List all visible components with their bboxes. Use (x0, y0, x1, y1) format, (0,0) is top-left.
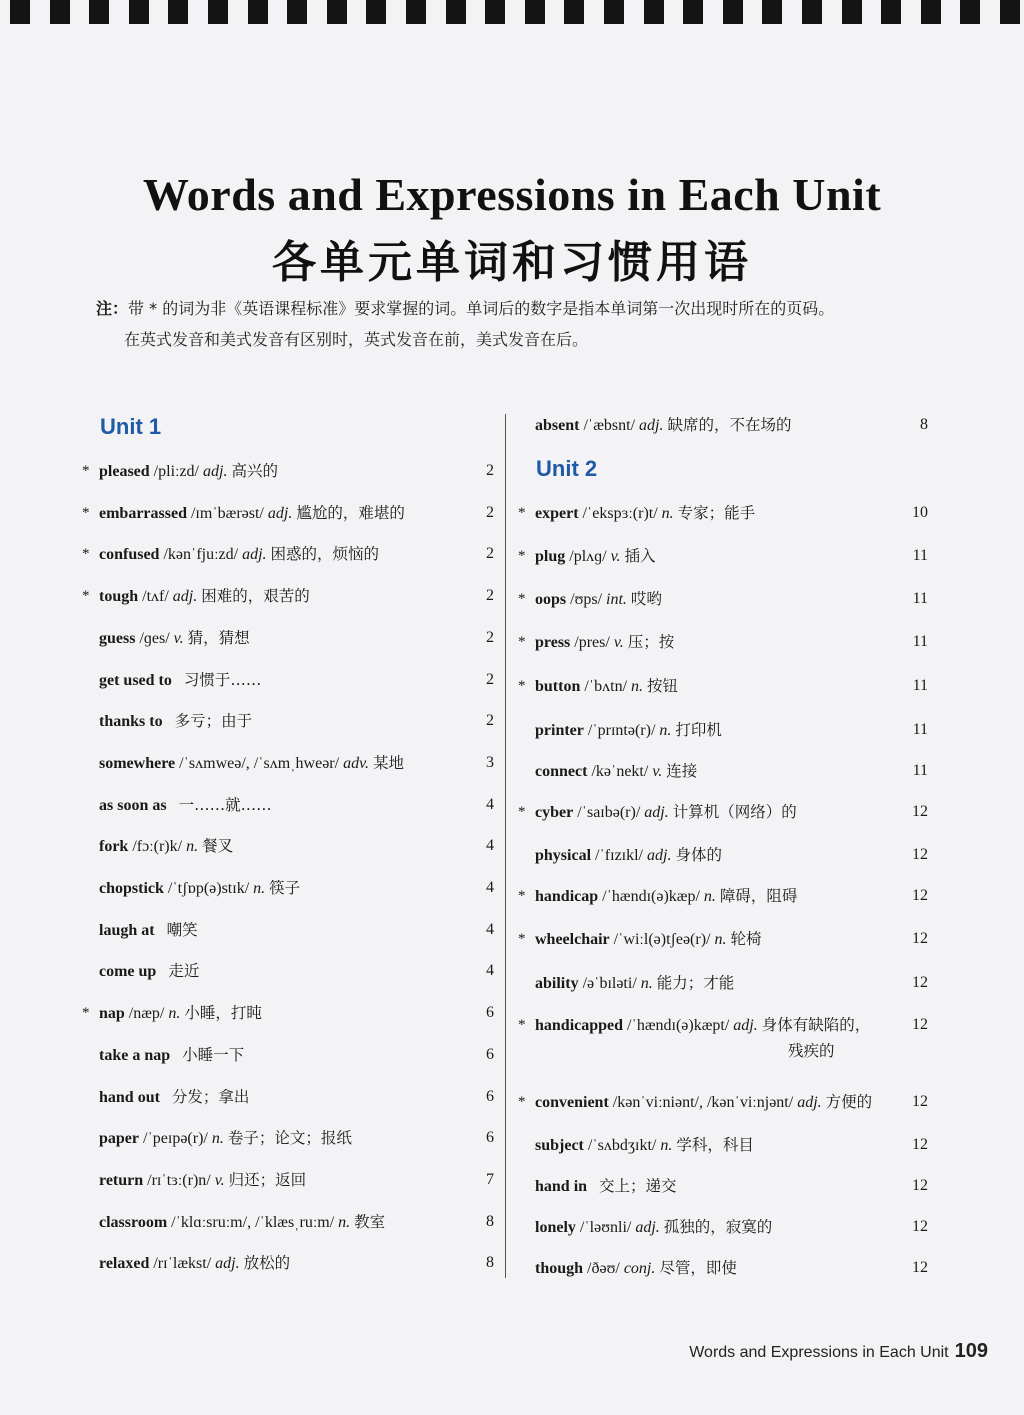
entry-pronunciation: /rɪˈlækst/ (153, 1255, 212, 1273)
entry-part-of-speech: adj. (242, 546, 267, 564)
entry-text (535, 1014, 870, 1037)
binding-mark (683, 0, 703, 24)
entry-pronunciation: /ʊps/ (570, 591, 603, 608)
entry-text (99, 835, 233, 858)
entry-word: as soon as (99, 796, 167, 814)
binding-mark (723, 0, 743, 24)
entry-page-number: 6 (486, 1045, 494, 1063)
entry-page-number: 11 (912, 677, 928, 694)
binding-mark (406, 0, 426, 24)
entry-pronunciation: /tʌf/ (142, 588, 169, 606)
star-marker: * (82, 588, 90, 605)
binding-mark (881, 0, 901, 24)
entry-text (99, 919, 198, 942)
entry-page-number: 2 (486, 628, 494, 646)
star-marker: * (518, 634, 526, 650)
entry-meaning: 压；按 (627, 633, 675, 651)
entry-meaning: 高兴的 (231, 462, 278, 480)
entry-page-number: 2 (486, 712, 494, 730)
entry-page-number: 6 (486, 1004, 494, 1022)
entry-meaning: 哎哟 (630, 590, 662, 608)
entry-word: get used to (99, 671, 172, 689)
entry-meaning: 计算机（网络）的 (672, 803, 797, 821)
entry-pronunciation: /rɪˈtɜː(r)n/ (147, 1171, 211, 1189)
star-marker: * (518, 548, 526, 564)
entry-part-of-speech: n. (640, 975, 653, 992)
entry-page-number: 4 (486, 879, 494, 896)
entry-word: paper (99, 1130, 139, 1148)
entry-meaning: 走近 (168, 962, 200, 981)
entry-meaning: 交上；递交 (599, 1177, 677, 1195)
entry-part-of-speech: n. (168, 1005, 181, 1023)
entry-page-number: 2 (486, 503, 494, 521)
entry-pronunciation: /pliːzd/ (153, 463, 199, 480)
entry-text (99, 752, 404, 775)
star-marker: * (82, 504, 90, 521)
entry-part-of-speech: n. (186, 838, 199, 856)
star-marker: * (518, 931, 526, 947)
entry-word: absent (535, 417, 580, 434)
entry-pronunciation: /næp/ (128, 1005, 165, 1023)
entry-part-of-speech: adj. (267, 504, 293, 522)
entry-pronunciation: /ˈhændɪ(ə)kæpt/ (627, 1017, 730, 1034)
entry-meaning: 轮椅 (730, 930, 762, 948)
entry-text (535, 545, 656, 568)
entry-page-number: 3 (486, 753, 494, 771)
entry-word: though (535, 1260, 584, 1277)
entry-meaning: 按钮 (647, 677, 679, 695)
entry-part-of-speech: adj. (639, 417, 664, 434)
binding-mark (446, 0, 466, 24)
entry-text (99, 1211, 385, 1234)
entry-meaning: 打印机 (675, 721, 722, 739)
entry-pronunciation: /ˈpeɪpə(r)/ (143, 1130, 208, 1148)
entry-part-of-speech: n. (211, 1130, 224, 1148)
entry-text (99, 460, 278, 483)
entry-text (535, 1091, 872, 1114)
entry-part-of-speech: adj. (215, 1255, 240, 1273)
entry-text (99, 585, 310, 608)
entry-page-number: 8 (486, 1254, 494, 1272)
binding-mark (842, 0, 862, 24)
entry-part-of-speech: n. (659, 722, 672, 739)
star-marker: * (82, 546, 90, 563)
entry-word: relaxed (99, 1255, 150, 1273)
entry-meaning: 教室 (354, 1212, 386, 1231)
entry-text (535, 844, 722, 867)
entry-page-number: 12 (912, 1016, 928, 1033)
star-marker: * (518, 888, 526, 904)
entry-pronunciation: /plʌɡ/ (569, 548, 607, 565)
entry-word: expert (535, 505, 579, 522)
entry-part-of-speech: int. (606, 591, 627, 608)
entry-meaning: 嘲笑 (166, 920, 198, 939)
entry-word: handicap (535, 888, 599, 905)
entry-text (99, 1252, 290, 1275)
entry-page-number: 2 (486, 462, 494, 479)
entry-word: connect (535, 763, 588, 780)
entry-word: handicapped (535, 1017, 624, 1034)
entry-page-number: 12 (912, 887, 928, 904)
binding-mark (802, 0, 822, 24)
binding-mark (366, 0, 386, 24)
binding-mark (604, 0, 624, 24)
entry-pronunciation: /ˈekspɜː(r)t/ (582, 505, 658, 522)
entry-meaning: 猜，猜想 (187, 628, 250, 647)
entry-pronunciation: /ˈæbsnt/ (583, 417, 636, 434)
entry-text (99, 1169, 306, 1192)
binding-mark (327, 0, 347, 24)
entry-page-number: 12 (912, 1218, 928, 1235)
entry-word: thanks to (99, 713, 163, 731)
entry-pronunciation: /ˈtʃɒp(ə)stɪk/ (167, 880, 250, 897)
note-text-1: 带 * 的词为非《英语课程标准》要求掌握的词。单词后的数字是指本单词第一次出现时所在的页码。 (128, 299, 835, 318)
footer-title: Words and Expressions in Each Unit (689, 1344, 949, 1361)
page-footer (689, 1340, 988, 1363)
entry-meaning: 一……就…… (178, 795, 272, 814)
entry-text (535, 1134, 754, 1157)
entry-part-of-speech: v. (610, 548, 621, 565)
unit1-heading: Unit 1 (100, 414, 162, 439)
entry-text (535, 928, 762, 951)
entry-meaning: 小睡一下 (182, 1045, 245, 1064)
entry-word: embarrassed (99, 504, 187, 522)
entry-word: printer (535, 722, 584, 739)
entry-page-number: 11 (912, 547, 928, 564)
entry-word: cyber (535, 804, 574, 821)
page-number: 109 (954, 1340, 988, 1362)
binding-mark (525, 0, 545, 24)
binding-mark (287, 0, 307, 24)
star-marker: * (518, 678, 526, 694)
entry-text (535, 719, 722, 742)
entry-text (99, 960, 199, 983)
entry-text (535, 885, 797, 908)
entry-meaning: 身体的 (675, 846, 722, 864)
entry-part-of-speech: n. (631, 678, 644, 695)
entry-meaning: 放松的 (243, 1254, 291, 1273)
entry-page-number: 11 (912, 633, 928, 650)
entry-page-number: 12 (912, 1177, 928, 1194)
entry-text (99, 502, 405, 525)
entry-page-number: 4 (486, 920, 494, 938)
entry-part-of-speech: adj. (203, 463, 228, 480)
entry-text (99, 1086, 249, 1109)
entry-meaning: 习惯于…… (183, 670, 262, 689)
entry-text (535, 1216, 772, 1239)
entry-pronunciation: /ˈprɪntə(r)/ (587, 722, 656, 739)
entry-pronunciation: /ˈhændɪ(ə)kæp/ (602, 888, 700, 905)
entry-page-number: 2 (486, 670, 494, 688)
entry-text (535, 1175, 677, 1198)
entry-pronunciation: /ˈfɪzɪkl/ (595, 847, 643, 864)
entry-meaning: 困难的，艰苦的 (201, 587, 310, 606)
star-marker: * (518, 804, 526, 820)
entry-pronunciation: /ˈbʌtn/ (584, 678, 628, 695)
entry-page-number: 4 (486, 795, 494, 813)
entry-page-number: 12 (912, 846, 928, 863)
entry-word: pleased (99, 463, 150, 480)
entry-part-of-speech: n. (661, 505, 674, 522)
entry-meaning: 专家；能手 (677, 504, 756, 522)
entry-pronunciation: /ˈwiːl(ə)tʃeə(r)/ (613, 931, 711, 948)
entry-pronunciation: /əˈbɪləti/ (582, 975, 637, 992)
entry-page-number: 11 (912, 762, 928, 779)
entry-meaning: 筷子 (269, 879, 301, 897)
entry-word: convenient (535, 1094, 609, 1111)
star-marker: * (82, 463, 90, 479)
star-marker: * (518, 591, 526, 607)
entry-word: somewhere (99, 754, 176, 772)
entry-meaning: 困惑的，烦恼的 (270, 545, 380, 564)
note-line-1 (96, 296, 936, 319)
entry-word: fork (99, 838, 129, 856)
entry-meaning: 归还；返回 (228, 1170, 307, 1189)
entry-pronunciation: /ðəʊ/ (587, 1260, 620, 1277)
entry-word: laugh at (99, 921, 155, 939)
note-line-2: 在英式发音和美式发音有区别时，英式发音在前，美式发音在后。 (124, 330, 589, 349)
entry-word: hand in (535, 1178, 588, 1195)
entry-pronunciation: /kənˈfjuːzd/ (163, 546, 239, 564)
star-marker: * (82, 1005, 90, 1022)
binding-mark (644, 0, 664, 24)
entry-meaning: 方便的 (825, 1093, 873, 1111)
entry-pronunciation: /ˈsʌbdʒɪkt/ (587, 1137, 657, 1154)
entry-word: subject (535, 1137, 584, 1154)
entry-word: come up (99, 963, 157, 981)
entry-part-of-speech: n. (253, 880, 266, 897)
entry-part-of-speech: adj. (644, 804, 669, 821)
entry-text (99, 877, 300, 900)
entry-word: plug (535, 548, 566, 565)
entry-page-number: 6 (486, 1087, 494, 1105)
entry-text (99, 1002, 262, 1025)
entry-meaning: 某地 (373, 753, 405, 772)
binding-mark (10, 0, 30, 24)
entry-text (535, 801, 797, 824)
entry-page-number: 12 (912, 930, 928, 947)
entry-word: hand out (99, 1088, 160, 1106)
entry-pronunciation: /ˈsaɪbə(r)/ (577, 804, 641, 821)
entry-word: take a nap (99, 1046, 171, 1064)
entry-page-number: 8 (486, 1212, 494, 1230)
entry-part-of-speech: v. (173, 629, 184, 647)
entry-meaning: 学科，科目 (676, 1136, 754, 1154)
entry-meaning: 小睡，打盹 (184, 1004, 262, 1023)
entry-text (99, 794, 272, 817)
entry-word: physical (535, 847, 592, 864)
entry-part-of-speech: adv. (343, 754, 369, 772)
entry-page-number: 4 (486, 837, 494, 855)
entry-word: lonely (535, 1219, 576, 1236)
unit2-heading: Unit 2 (536, 456, 598, 481)
binding-mark (1000, 0, 1020, 24)
entry-meaning: 尽管，即使 (659, 1259, 737, 1277)
entry-text (535, 631, 674, 654)
page-title-chinese: 各单元单词和习惯用语 (272, 237, 752, 288)
entry-pronunciation: /ˈklɑːsruːm/, /ˈklæsˌruːm/ (171, 1213, 335, 1231)
entry-meaning: 分发；拿出 (171, 1087, 250, 1106)
entry-text (99, 710, 252, 733)
entry-part-of-speech: n. (714, 931, 727, 948)
entry-pronunciation: /ɪmˈbærəst/ (190, 504, 264, 522)
entry-text (99, 1127, 352, 1150)
entry-page-number: 4 (486, 962, 494, 980)
entry-part-of-speech: adj. (733, 1017, 758, 1034)
entry-part-of-speech: n. (660, 1137, 673, 1154)
entry-page-number: 2 (486, 545, 494, 563)
entry-page-number: 12 (912, 1259, 928, 1276)
entry-meaning: 卷子；论文；报纸 (227, 1129, 352, 1148)
binding-mark (208, 0, 228, 24)
entry-meaning-continued: 残疾的 (788, 1042, 835, 1060)
entry-text (99, 1044, 244, 1067)
entry-page-number: 8 (920, 416, 928, 433)
entry-text (535, 1257, 737, 1280)
star-marker: * (518, 1094, 526, 1110)
binding-mark (89, 0, 109, 24)
entry-part-of-speech: v. (652, 763, 663, 780)
entry-text (535, 760, 697, 783)
entry-part-of-speech: adj. (635, 1219, 660, 1236)
star-marker: * (518, 1017, 526, 1033)
entry-word: ability (535, 975, 579, 992)
entry-text (535, 588, 662, 611)
entry-pronunciation: /kəˈnekt/ (591, 763, 649, 780)
entry-text (99, 669, 261, 692)
entry-part-of-speech: v. (214, 1171, 225, 1189)
entry-meaning: 能力；才能 (656, 974, 735, 992)
entry-page-number: 12 (912, 974, 928, 991)
entry-word: return (99, 1171, 144, 1189)
entry-meaning: 餐叉 (202, 837, 234, 856)
entry-meaning: 缺席的，不在场的 (667, 416, 792, 434)
entry-text (99, 543, 379, 566)
entry-pronunciation: /ˈsʌmweə/, /ˈsʌmˌhweər/ (179, 754, 340, 772)
binding-mark (129, 0, 149, 24)
entry-text (535, 972, 734, 995)
entry-word: wheelchair (535, 931, 610, 948)
entry-word: classroom (99, 1213, 168, 1231)
binding-mark (762, 0, 782, 24)
entry-page-number: 12 (912, 803, 928, 820)
binding-mark (50, 0, 70, 24)
entry-meaning: 身体有缺陷的， (761, 1016, 871, 1034)
entry-text (535, 414, 791, 437)
entry-pronunciation: /ˈləʊnli/ (579, 1219, 632, 1236)
entry-text (535, 675, 678, 698)
column-divider (505, 414, 506, 1278)
binding-mark (485, 0, 505, 24)
entry-part-of-speech: conj. (623, 1260, 656, 1277)
entry-text (535, 502, 755, 525)
entry-pronunciation: /ɡes/ (139, 629, 170, 647)
entry-part-of-speech: n. (703, 888, 716, 905)
entry-word: press (535, 634, 571, 651)
entry-text (99, 627, 250, 650)
entry-pronunciation: /pres/ (574, 634, 610, 651)
binding-mark (168, 0, 188, 24)
entry-page-number: 12 (912, 1136, 928, 1153)
star-marker: * (518, 505, 526, 521)
entry-page-number: 11 (912, 721, 928, 738)
entry-word: nap (99, 1005, 125, 1023)
entry-part-of-speech: v. (613, 634, 624, 651)
entry-meaning: 孤独的，寂寞的 (663, 1218, 773, 1236)
entry-word: button (535, 678, 581, 695)
entry-part-of-speech: adj. (172, 588, 198, 606)
entry-part-of-speech: adj. (797, 1094, 822, 1111)
entry-meaning: 尴尬的，难堪的 (296, 503, 405, 522)
entry-page-number: 2 (486, 587, 494, 605)
binding-mark (921, 0, 941, 24)
binding-mark (248, 0, 268, 24)
entry-page-number: 12 (912, 1093, 928, 1110)
entry-page-number: 11 (912, 590, 928, 607)
binding-mark (564, 0, 584, 24)
note-label: 注： (96, 299, 129, 318)
entry-word: chopstick (99, 880, 164, 897)
entry-meaning: 多亏；由于 (174, 712, 253, 731)
entry-word: oops (535, 591, 567, 608)
binding-strip (0, 0, 1024, 24)
entry-page-number: 6 (486, 1129, 494, 1147)
entry-meaning: 障碍，阻碍 (719, 887, 798, 905)
binding-mark (960, 0, 980, 24)
entry-pronunciation: /fɔː(r)k/ (132, 838, 183, 856)
entry-part-of-speech: adj. (647, 847, 672, 864)
entry-word: guess (99, 629, 136, 647)
entry-meaning: 连接 (666, 762, 698, 780)
entry-page-number: 10 (912, 504, 928, 521)
entry-part-of-speech: n. (338, 1213, 351, 1231)
entry-word: confused (99, 546, 160, 564)
entry-pronunciation: /kənˈviːniənt/, /kənˈviːnjənt/ (612, 1094, 794, 1111)
entry-page-number: 7 (486, 1170, 494, 1188)
entry-word: tough (99, 588, 139, 606)
page-title-english: Words and Expressions in Each Unit (142, 169, 882, 220)
entry-meaning: 插入 (624, 547, 656, 565)
